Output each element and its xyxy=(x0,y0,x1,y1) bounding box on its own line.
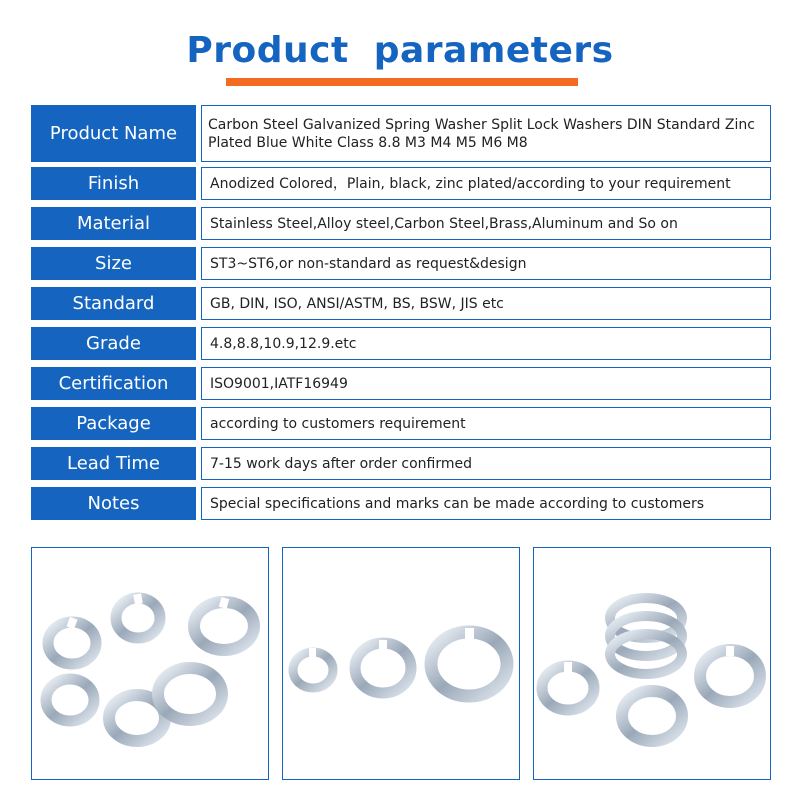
param-row-notes xyxy=(31,487,771,520)
product-photo-3 xyxy=(533,547,771,780)
param-label: Notes xyxy=(31,487,196,520)
param-label: Size xyxy=(31,247,196,280)
param-value: ST3~ST6,or non-standard as request&design xyxy=(201,247,771,280)
param-label: Package xyxy=(31,407,196,440)
spring-washer-icon xyxy=(194,602,254,650)
param-label: Standard xyxy=(31,287,196,320)
param-row-certification xyxy=(31,367,771,400)
spring-washer-icon xyxy=(622,691,682,741)
spring-washer-icon xyxy=(700,650,760,702)
param-row-size xyxy=(31,247,771,280)
param-value: according to customers requirement xyxy=(201,407,771,440)
param-row-package xyxy=(31,407,771,440)
product-photo-1 xyxy=(31,547,269,780)
title-underline xyxy=(226,78,578,86)
spring-washer-icon xyxy=(46,679,94,721)
spring-washer-icon xyxy=(355,643,411,693)
product-photo-2 xyxy=(282,547,520,780)
param-value: Carbon Steel Galvanized Spring Washer Split Lock Washers DIN Standard Zinc Plated Blue White Class 8.8 M3 M4 M5 M6 M8 xyxy=(201,105,771,162)
param-label: Certification xyxy=(31,367,196,400)
param-value: GB, DIN, ISO, ANSI/ASTM, BS, BSW, JIS etc xyxy=(201,287,771,320)
param-row-grade xyxy=(31,327,771,360)
param-row-material xyxy=(31,207,771,240)
param-row-lead-time xyxy=(31,447,771,480)
param-value: Special specifications and marks can be made according to customers xyxy=(201,487,771,520)
param-value: ISO9001,IATF16949 xyxy=(201,367,771,400)
param-label: Material xyxy=(31,207,196,240)
param-label: Grade xyxy=(31,327,196,360)
param-row-product-name xyxy=(31,105,771,162)
spring-washer-icon xyxy=(431,632,507,696)
spring-washer-icon xyxy=(293,652,333,688)
param-value: Stainless Steel,Alloy steel,Carbon Steel,Brass,Aluminum and So on xyxy=(201,207,771,240)
spring-washer-icon xyxy=(158,668,222,720)
param-row-finish xyxy=(31,167,771,200)
param-value: 7-15 work days after order confirmed xyxy=(201,447,771,480)
param-label: Lead Time xyxy=(31,447,196,480)
page-title: Product parameters xyxy=(186,30,614,71)
param-row-standard xyxy=(31,287,771,320)
param-value: 4.8,8.8,10.9,12.9.etc xyxy=(201,327,771,360)
param-label: Product Name xyxy=(31,105,196,162)
param-value: Anodized Colored，Plain, black, zinc plated/according to your requirement xyxy=(201,167,771,200)
spring-washer-icon xyxy=(542,666,594,710)
parameters-table xyxy=(31,105,771,527)
param-label: Finish xyxy=(31,167,196,200)
